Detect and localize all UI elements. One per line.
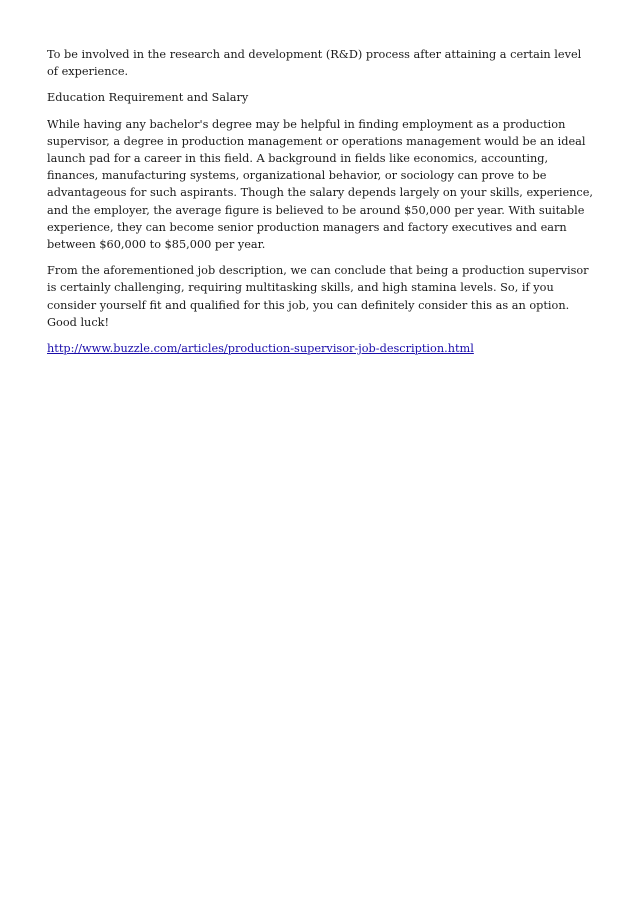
- document-page: [47, 46, 595, 366]
- source-paragraph: [47, 340, 595, 357]
- conclusion-paragraph: From the aforementioned job description, we can conclude that being a production supervisor is certainly challenging, requiring multitasking skills, and high stamina levels. So, if you consider yourself fit and qualified for this job, you can definitely consider this as an option. Good luck!: [47, 264, 589, 329]
- intro-paragraph: To be involved in the research and development (R&D) process after attaining a certain level of experience.: [47, 48, 582, 79]
- education-salary-paragraph: While having any bachelor's degree may be helpful in finding employment as a production supervisor, a degree in production management or operations management would be an ideal launch pad for a career in this field. A background in fields like economics, accounting, finances, manufacturing systems, organizational behavior, or sociology can prove to be advantageous for such aspirants. Though the salary depends largely on your skills, experience, and the employer, the average figure is believed to be around $50,000 per year. With suitable experience, they can become senior production managers and factory executives and earn between $60,000 to $85,000 per year.: [47, 117, 594, 252]
- source-link[interactable]: http://www.buzzle.com/articles/production-supervisor-job-description.html: [47, 342, 474, 356]
- section-heading: Education Requirement and Salary: [47, 91, 249, 105]
